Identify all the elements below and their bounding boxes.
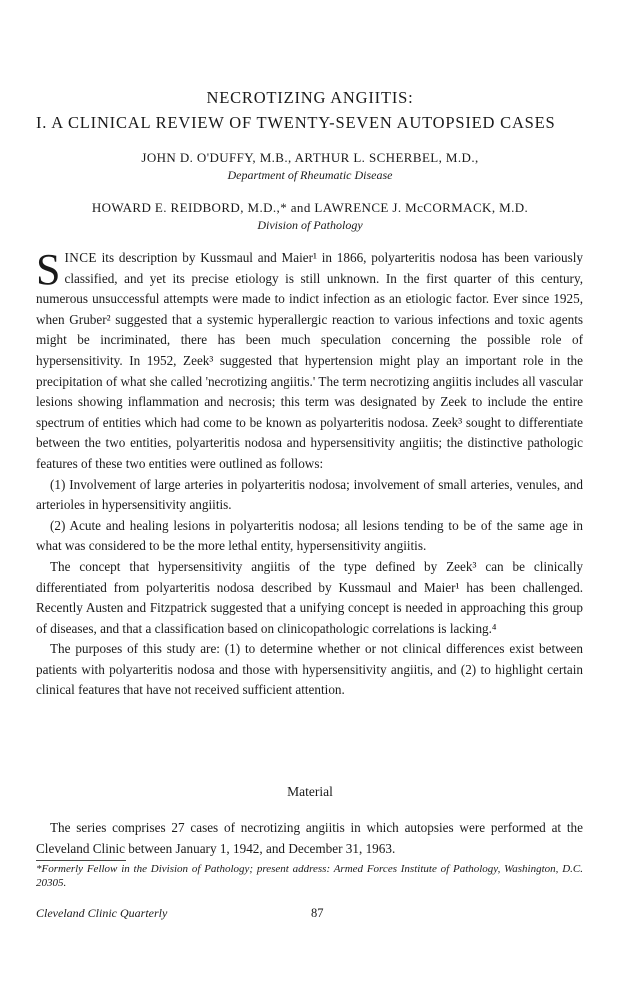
paragraph-material: The series comprises 27 cases of necrotizing angiitis in which autopsies were performed at the Cleveland Clinic between January 1, 1942, and December 31, 1963. xyxy=(36,820,583,856)
paragraph-concept: The concept that hypersensitivity angiitis of the type defined by Zeek³ can be clinically differentiated from polyarteritis nodosa described by Kussmaul and Maier¹ has been challenged. Recently Austen and Fitzpatrick suggested that a unifying concept is needed in approaching this group of diseases, and that a classification based on clinicopathologic correlations is lacking.⁴ xyxy=(36,558,583,636)
article-title-line-2: I. A CLINICAL REVIEW OF TWENTY-SEVEN AUTOPSIED CASES xyxy=(36,113,556,132)
paragraph-purposes: The purposes of this study are: (1) to determine whether or not clinical differences exist between patients with polyarteritis nodosa and those with hypersensitivity angiitis, and (2) to highlight certain clinical features that have not received sufficient attention. xyxy=(36,641,583,698)
paragraph-criterion-2: (2) Acute and healing lesions in polyarteritis nodosa; all lesions tending to be of the same age in what was considered to be the more lethal entity, hypersensitivity angiitis. xyxy=(36,517,583,554)
drop-cap: S xyxy=(36,245,61,294)
paragraph-intro xyxy=(36,245,583,475)
page-number: 87 xyxy=(311,906,324,920)
article-title-line-1: NECROTIZING ANGIITIS: xyxy=(206,88,414,107)
article-body xyxy=(36,245,583,701)
footnote-rule xyxy=(36,860,126,861)
department-1: Department of Rheumatic Disease xyxy=(227,168,393,182)
author-list-1: JOHN D. O'DUFFY, M.B., ARTHUR L. SCHERBEL, M.D., xyxy=(141,150,479,165)
intro-caps: INCE xyxy=(64,250,97,265)
intro-text: its description by Kussmaul and Maier¹ in 1866, polyarteritis nodosa has been variously classified, and yet its precise etiology is still unknown. In the first quarter of this century, numerous unsuccessful attempts were made to indict infection as an etiologic factor. Ever since 1925, when Gruber² suggested that a systemic hyperallergic reaction to various infections and toxic agents might be incriminated, there has been much speculation concerning the possible role of hypersensitivity. In 1952, Zeek³ suggested that hypertension might play an important role in the precipitation of what she called 'necrotizing angiitis.' The term necrotizing angiitis includes all vascular lesions showing inflammation and necrosis; this term was designated by Zeek to include the entire spectrum of entities which had come to be known as polyarteritis nodosa. Zeek³ sought to differentiate between the two entities, polyarteritis nodosa and hypersensitivity angiitis; the distinctive pathologic features of these two entities were outlined as follows: xyxy=(36,250,583,471)
section-heading: Material xyxy=(287,784,333,799)
journal-name: Cleveland Clinic Quarterly xyxy=(36,906,168,920)
author-list-2: HOWARD E. REIDBORD, M.D.,* and LAWRENCE J. McCORMACK, M.D. xyxy=(91,200,529,215)
department-2: Division of Pathology xyxy=(257,218,363,232)
paragraph-criterion-1: (1) Involvement of large arteries in polyarteritis nodosa; involvement of small arteries, venules, and arterioles in hypersensitivity angiitis. xyxy=(36,476,583,513)
section-body xyxy=(36,818,583,859)
footnote: *Formerly Fellow in the Division of Pathology; present address: Armed Forces Institute of Pathology, Washington, D.C. 20305. xyxy=(36,863,583,889)
